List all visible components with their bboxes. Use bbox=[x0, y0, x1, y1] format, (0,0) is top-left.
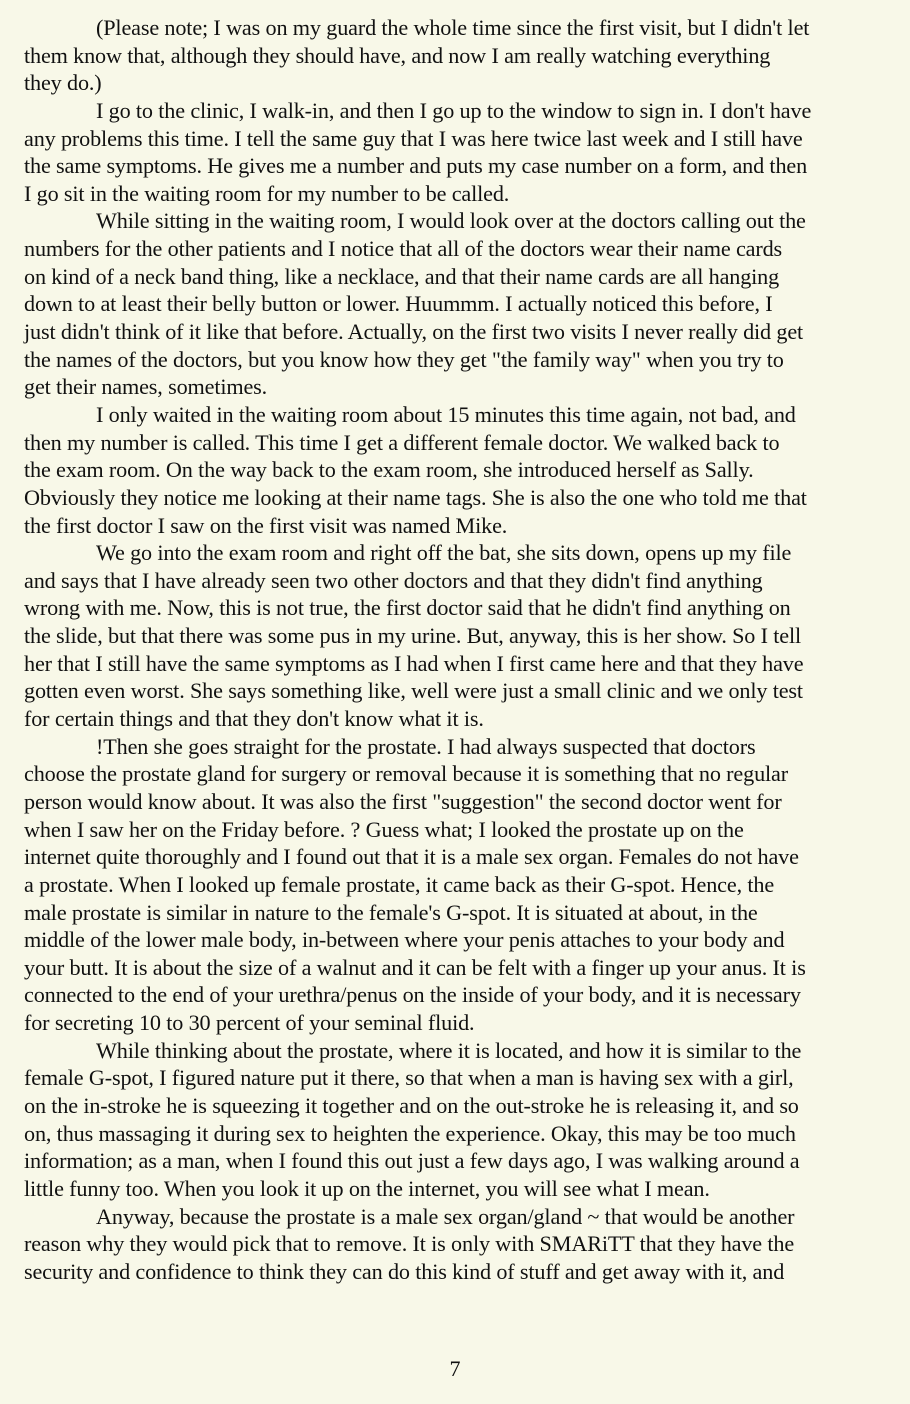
text-line: the names of the doctors, but you know how they get "the family way" when you try to bbox=[24, 346, 784, 372]
text-line: the first doctor I saw on the first visit was named Mike. bbox=[24, 512, 508, 538]
text-line: then my number is called. This time I get a different female doctor. We walked back to bbox=[24, 429, 780, 455]
text-line: your butt. It is about the size of a walnut and it can be felt with a finger up your anus. It is bbox=[24, 954, 806, 980]
text-line: her that I still have the same symptoms as I had when I first came here and that they have bbox=[24, 650, 804, 676]
text-line: I only waited in the waiting room about 15 minutes this time again, not bad, and bbox=[96, 401, 796, 427]
text-line: internet quite thoroughly and I found out that it is a male sex organ. Females do not have bbox=[24, 844, 799, 870]
text-line: female G-spot, I figured nature put it there, so that when a man is having sex with a girl, bbox=[24, 1065, 794, 1091]
text-line: any problems this time. I tell the same guy that I was here twice last week and I still have bbox=[24, 125, 803, 151]
text-line: !Then she goes straight for the prostate. I had always suspected that doctors bbox=[96, 733, 756, 759]
text-line: the slide, but that there was some pus in my urine. But, anyway, this is her show. So I tell bbox=[24, 623, 802, 649]
text-line: for secreting 10 to 30 percent of your seminal fluid. bbox=[24, 1010, 475, 1036]
text-line: the exam room. On the way back to the exam room, she introduced herself as Sally. bbox=[24, 457, 754, 483]
text-line: connected to the end of your urethra/penus on the inside of your body, and it is necessary bbox=[24, 982, 801, 1008]
document-body bbox=[24, 14, 894, 1285]
text-line: get their names, sometimes. bbox=[24, 374, 268, 400]
text-line: male prostate is similar in nature to the female's G-spot. It is situated at about, in the bbox=[24, 899, 758, 925]
paragraph bbox=[24, 1203, 894, 1286]
text-line: down to at least their belly button or lower. Huummm. I actually noticed this before, I bbox=[24, 291, 773, 317]
text-line: security and confidence to think they can do this kind of stuff and get away with it, and bbox=[24, 1258, 785, 1284]
paragraph bbox=[24, 733, 894, 1037]
text-line: While thinking about the prostate, where it is located, and how it is similar to the bbox=[96, 1037, 802, 1063]
text-line: on the in-stroke he is squeezing it together and on the out-stroke he is releasing it, and so bbox=[24, 1092, 799, 1118]
text-line: middle of the lower male body, in-between where your penis attaches to your body and bbox=[24, 927, 785, 953]
paragraph bbox=[24, 1037, 894, 1203]
text-line: the same symptoms. He gives me a number and puts my case number on a form, and then bbox=[24, 153, 808, 179]
text-line: While sitting in the waiting room, I would look over at the doctors calling out the bbox=[96, 208, 806, 234]
text-line: We go into the exam room and right off the bat, she sits down, opens up my file bbox=[96, 540, 792, 566]
text-line: on kind of a neck band thing, like a necklace, and that their name cards are all hanging bbox=[24, 263, 780, 289]
paragraph bbox=[24, 207, 894, 400]
text-line: choose the prostate gland for surgery or removal because it is something that no regular bbox=[24, 761, 788, 787]
page-number: 7 bbox=[449, 1356, 461, 1381]
text-line: and says that I have already seen two other doctors and that they didn't find anything bbox=[24, 567, 763, 593]
text-line: a prostate. When I looked up female prostate, it came back as their G-spot. Hence, the bbox=[24, 871, 775, 897]
text-line: Obviously they notice me looking at their name tags. She is also the one who told me that bbox=[24, 484, 807, 510]
text-line: I go to the clinic, I walk-in, and then I go up to the window to sign in. I don't have bbox=[96, 97, 812, 123]
text-line: information; as a man, when I found this out just a few days ago, I was walking around a bbox=[24, 1148, 800, 1174]
text-line: Anyway, because the prostate is a male sex organ/gland ~ that would be another bbox=[96, 1203, 795, 1229]
text-line: little funny too. When you look it up on the internet, you will see what I mean. bbox=[24, 1175, 710, 1201]
text-line: gotten even worst. She says something like, well were just a small clinic and we only test bbox=[24, 678, 803, 704]
text-line: just didn't think of it like that before. Actually, on the first two visits I never really did get bbox=[24, 319, 804, 345]
paragraph bbox=[24, 14, 894, 97]
text-line: on, thus massaging it during sex to heighten the experience. Okay, this may be too much bbox=[24, 1120, 796, 1146]
text-line: I go sit in the waiting room for my number to be called. bbox=[24, 180, 510, 206]
text-line: them know that, although they should have, and now I am really watching everything bbox=[24, 42, 771, 68]
text-line: wrong with me. Now, this is not true, the first doctor said that he didn't find anything on bbox=[24, 595, 791, 621]
text-line: numbers for the other patients and I notice that all of the doctors wear their name cards bbox=[24, 236, 783, 262]
text-line: person would know about. It was also the first "suggestion" the second doctor went for bbox=[24, 788, 782, 814]
text-line: for certain things and that they don't know what it is. bbox=[24, 706, 484, 732]
text-line: reason why they would pick that to remove. It is only with SMARiTT that they have the bbox=[24, 1231, 795, 1257]
text-line: when I saw her on the Friday before. ? Guess what; I looked the prostate up on the bbox=[24, 816, 744, 842]
paragraph bbox=[24, 97, 894, 208]
text-line: (Please note; I was on my guard the whole time since the first visit, but I didn't let bbox=[96, 15, 810, 40]
paragraph bbox=[24, 539, 894, 732]
text-line: they do.) bbox=[24, 70, 102, 96]
paragraph bbox=[24, 401, 894, 539]
